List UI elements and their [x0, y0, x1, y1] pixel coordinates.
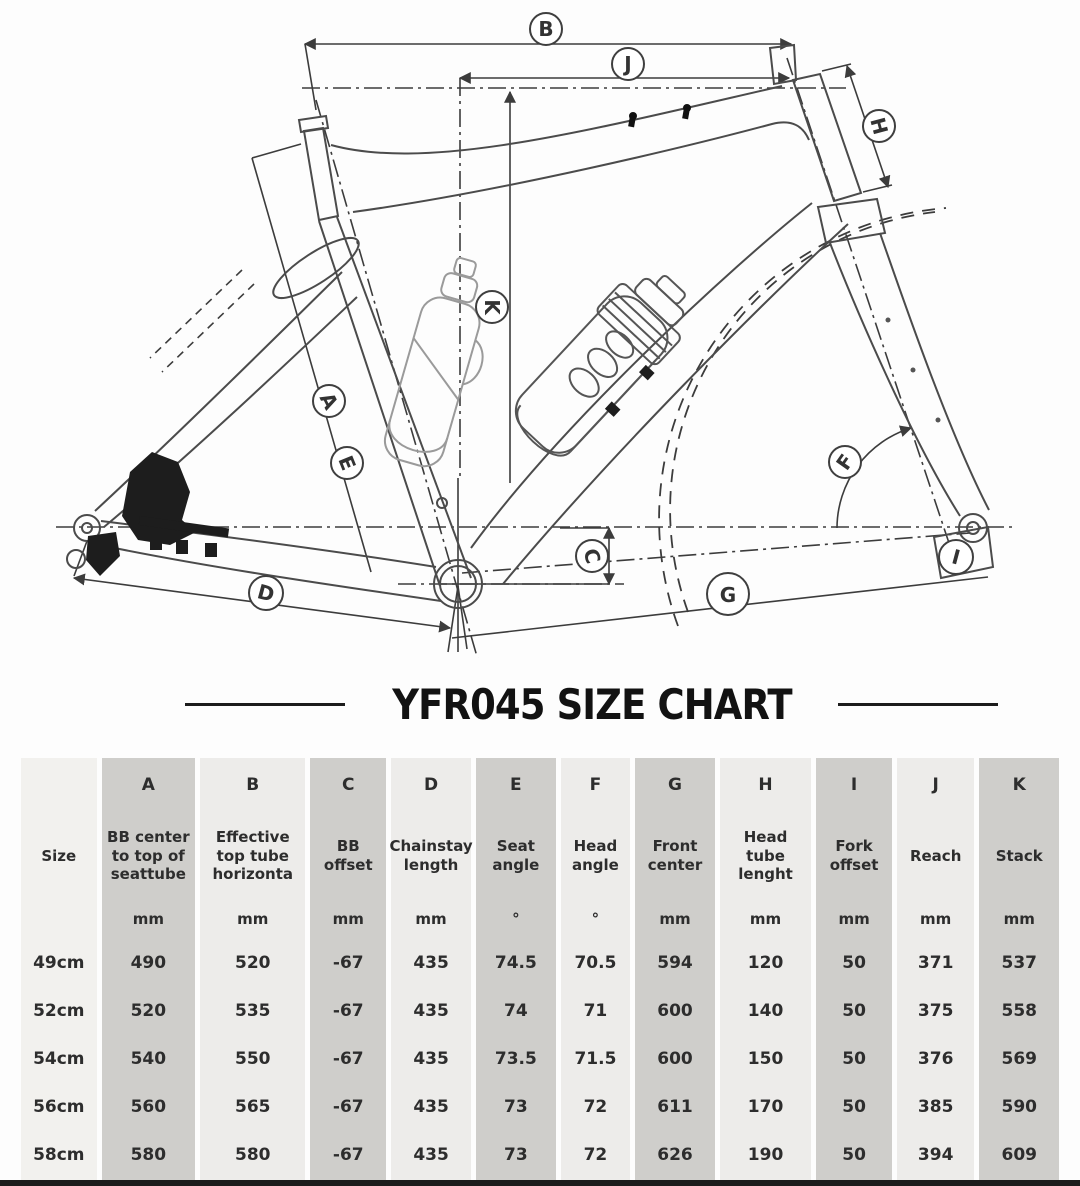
- table-column-G: [635, 758, 715, 1180]
- column-name: BB offset: [323, 837, 373, 874]
- marker-letter: K: [480, 299, 504, 315]
- seatpost: [304, 128, 338, 220]
- marker-I: [939, 540, 973, 574]
- marker-letter: E: [333, 452, 361, 474]
- table-column-B: [200, 758, 305, 1180]
- cell-54cm-colF: 71.5: [574, 1049, 617, 1070]
- column-letter: G: [668, 775, 682, 796]
- column-letter: D: [424, 775, 439, 796]
- cell-54cm-colJ: 376: [917, 1049, 954, 1070]
- marker-A: [313, 385, 345, 417]
- column-unit: mm: [332, 909, 364, 928]
- cell-54cm-colD: 435: [413, 1049, 449, 1070]
- marker-B: [530, 13, 562, 45]
- cell-52cm-colB: 535: [235, 1001, 271, 1022]
- column-unit: mm: [132, 909, 164, 928]
- marker-C: [576, 540, 608, 572]
- marker-letter: J: [624, 52, 632, 76]
- cell-49cm-colB: 520: [235, 953, 271, 974]
- marker-letter: C: [578, 545, 606, 567]
- column-unit: mm: [1003, 909, 1035, 928]
- column-letter: J: [932, 775, 939, 796]
- column-name: Size: [41, 846, 77, 865]
- top-tube: [353, 122, 809, 212]
- fork-blade: [880, 233, 989, 510]
- column-unit: mm: [749, 909, 782, 928]
- column-name: Reach: [909, 846, 962, 865]
- column-name: Stack: [995, 846, 1043, 865]
- table-column-I: [816, 758, 892, 1180]
- cell-58cm-colH: 190: [747, 1145, 784, 1166]
- down-tube-bottle: [501, 257, 708, 471]
- cell-49cm-colI: 50: [842, 953, 866, 974]
- cell-54cm-colC: -67: [332, 1049, 364, 1070]
- table-column-K: [979, 758, 1059, 1180]
- page-title: YFR045 SIZE CHART: [391, 679, 792, 729]
- marker-H: [863, 110, 895, 142]
- cell-58cm-colE: 73: [504, 1145, 528, 1166]
- cell-49cm-colsize: 49cm: [33, 953, 85, 974]
- column-name: Effective top tube horizonta: [212, 827, 294, 884]
- cell-56cm-colG: 611: [657, 1097, 693, 1118]
- cell-54cm-colG: 600: [657, 1049, 693, 1070]
- title-rule-right: [838, 703, 998, 706]
- cell-49cm-colC: -67: [332, 953, 364, 974]
- title-row: [0, 672, 1080, 736]
- cell-49cm-colK: 537: [1001, 953, 1037, 974]
- cell-58cm-colD: 435: [413, 1145, 449, 1166]
- cell-56cm-colK: 590: [1001, 1097, 1037, 1118]
- cell-52cm-colF: 71: [583, 1001, 608, 1022]
- table-column-H: [720, 758, 812, 1180]
- cell-52cm-colE: 74: [504, 1001, 528, 1022]
- marker-E: [331, 447, 363, 479]
- front-wheel-arcs: [659, 208, 946, 626]
- cell-54cm-colK: 569: [1001, 1049, 1037, 1070]
- cell-56cm-colI: 50: [842, 1097, 866, 1118]
- cell-49cm-colE: 74.5: [494, 953, 537, 974]
- cell-52cm-colH: 140: [747, 1001, 784, 1022]
- table-bottom-border: [0, 1180, 1080, 1186]
- column-letter: I: [850, 775, 858, 796]
- head-tube: [793, 74, 861, 201]
- marker-letter: A: [314, 388, 344, 414]
- cell-56cm-colH: 170: [747, 1097, 784, 1118]
- column-letter: A: [141, 775, 155, 796]
- cell-58cm-colA: 580: [130, 1145, 167, 1166]
- column-name: Head angle: [572, 837, 619, 874]
- cell-49cm-colA: 490: [130, 953, 167, 974]
- column-unit: mm: [920, 909, 952, 928]
- cell-56cm-colB: 565: [235, 1097, 271, 1118]
- table-column-A: [102, 758, 195, 1180]
- table-column-D: [391, 758, 471, 1180]
- column-unit: °: [512, 909, 520, 928]
- fork-rivet: [936, 418, 941, 423]
- cell-49cm-colH: 120: [747, 953, 784, 974]
- table-column-J: [897, 758, 975, 1180]
- cell-54cm-colB: 550: [235, 1049, 271, 1070]
- cell-52cm-colI: 50: [842, 1001, 866, 1022]
- cell-54cm-colA: 540: [130, 1049, 167, 1070]
- column-name: Chainstay length: [389, 837, 473, 874]
- marker-G: [707, 573, 749, 615]
- table-column-C: [310, 758, 386, 1180]
- table-column-F: [561, 758, 631, 1180]
- column-name: Fork offset: [829, 837, 879, 874]
- cell-52cm-colA: 520: [130, 1001, 167, 1022]
- column-letter: B: [246, 775, 260, 796]
- cell-52cm-colsize: 52cm: [33, 1001, 85, 1022]
- top-tube-bolts: [628, 104, 691, 127]
- cell-56cm-colF: 72: [583, 1097, 608, 1118]
- cell-52cm-colK: 558: [1001, 1001, 1037, 1022]
- cell-54cm-colI: 50: [842, 1049, 866, 1070]
- column-letter: [21, 758, 97, 814]
- derailleur-hanger: [67, 550, 85, 568]
- marker-letter: D: [254, 579, 278, 607]
- cell-56cm-colE: 73: [504, 1097, 528, 1118]
- column-unit: °: [591, 909, 600, 928]
- cell-49cm-colJ: 371: [917, 953, 954, 974]
- fork-rivet: [911, 368, 916, 373]
- marker-F: [829, 446, 861, 478]
- cell-52cm-colJ: 375: [917, 1001, 954, 1022]
- column-letter: C: [342, 775, 355, 796]
- cell-49cm-colG: 594: [657, 953, 693, 974]
- cell-58cm-colC: -67: [332, 1145, 364, 1166]
- top-tube: [331, 86, 782, 154]
- column-unit: mm: [415, 909, 447, 928]
- cell-56cm-colsize: 56cm: [33, 1097, 85, 1118]
- cell-49cm-colF: 70.5: [574, 953, 617, 974]
- cell-56cm-colJ: 385: [917, 1097, 954, 1118]
- marker-K: [476, 291, 508, 323]
- cell-58cm-colsize: 58cm: [33, 1145, 85, 1166]
- table-column-size: [21, 758, 97, 1180]
- cell-54cm-colsize: 54cm: [33, 1049, 85, 1070]
- cell-56cm-colC: -67: [332, 1097, 364, 1118]
- cell-52cm-colD: 435: [413, 1001, 449, 1022]
- marker-letter: I: [949, 544, 963, 570]
- column-unit: mm: [838, 909, 870, 928]
- column-letter: H: [758, 775, 773, 796]
- cell-49cm-colD: 435: [413, 953, 449, 974]
- marker-D: [249, 576, 283, 610]
- column-unit: [21, 898, 97, 940]
- cell-56cm-colD: 435: [413, 1097, 449, 1118]
- cell-58cm-colJ: 394: [917, 1145, 954, 1166]
- cell-54cm-colE: 73.5: [494, 1049, 537, 1070]
- seat-tube-bottle: [380, 252, 508, 475]
- cell-58cm-colI: 50: [842, 1145, 866, 1166]
- table-column-E: [476, 758, 556, 1180]
- cell-52cm-colG: 600: [657, 1001, 693, 1022]
- rear-axle: [82, 523, 92, 533]
- frame-tubes: [67, 45, 993, 608]
- cell-58cm-colG: 626: [657, 1145, 693, 1166]
- marker-letter: F: [831, 449, 859, 475]
- column-name: BB center to top of seattube: [107, 827, 190, 884]
- cell-58cm-colF: 72: [583, 1145, 608, 1166]
- cell-58cm-colB: 580: [235, 1145, 271, 1166]
- cell-58cm-colK: 609: [1001, 1145, 1037, 1166]
- column-letter: F: [589, 775, 602, 796]
- marker-letter: B: [538, 17, 554, 41]
- cell-54cm-colH: 150: [747, 1049, 784, 1070]
- marker-letter: H: [865, 114, 893, 138]
- column-name: Seat angle: [492, 837, 540, 874]
- column-name: Head tube lenght: [738, 827, 793, 884]
- size-chart-table: [21, 758, 1059, 1180]
- title-rule-left: [185, 703, 345, 706]
- cell-56cm-colA: 560: [130, 1097, 167, 1118]
- marker-J: [612, 48, 644, 80]
- column-unit: mm: [659, 909, 691, 928]
- seatstay-junction: [266, 228, 366, 308]
- fork-crown: [818, 199, 885, 243]
- rear-brake-derailleur: [86, 452, 229, 576]
- fork-rivet: [886, 318, 891, 323]
- column-letter: E: [510, 775, 522, 796]
- cell-52cm-colC: -67: [332, 1001, 364, 1022]
- marker-letter: G: [719, 583, 737, 607]
- column-unit: mm: [237, 909, 269, 928]
- down-tube: [503, 224, 848, 584]
- column-letter: K: [1012, 775, 1026, 796]
- column-name: Front center: [647, 837, 703, 874]
